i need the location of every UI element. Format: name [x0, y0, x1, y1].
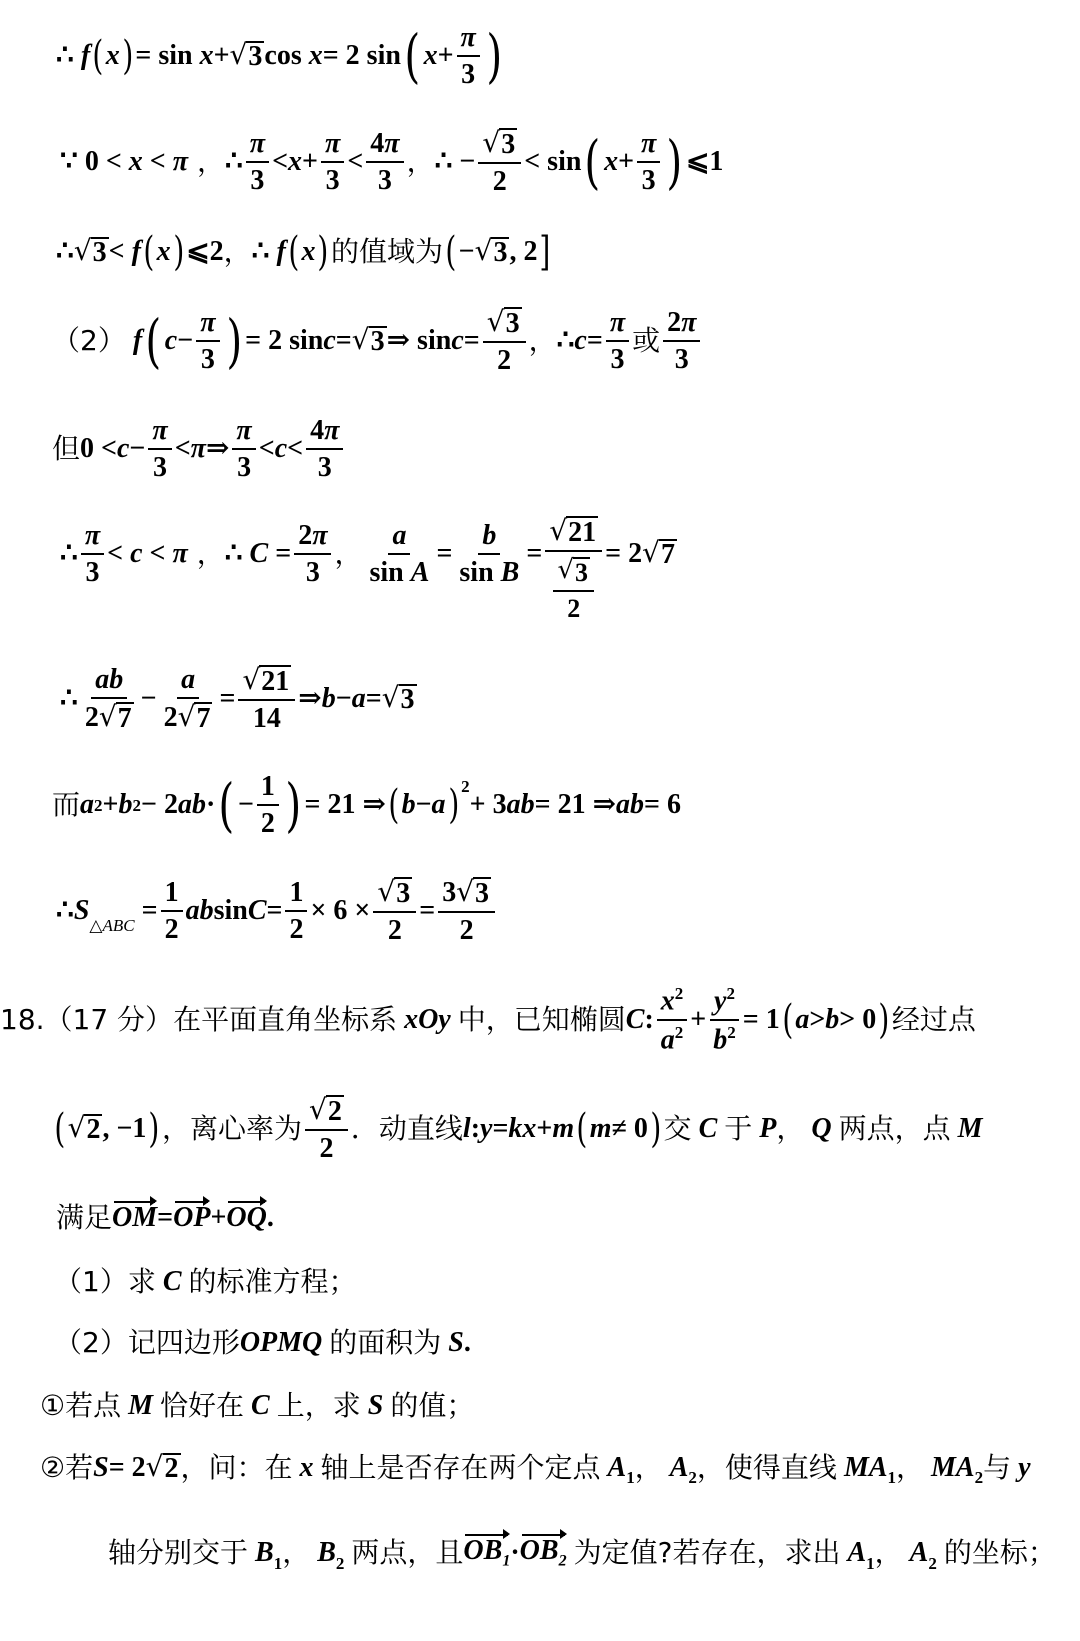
problem18-intro: 18. （17 分） 在平面直角坐标系 xOy 中，已知椭圆 C : $\frac{x^2}{a^2}$ + $\frac{y^2}{b^2}$ = 1 ( a > b > 0 ) 经过点: [0, 984, 976, 1056]
eq-range-of-x: ∵ 0 < x < π ， ∴ $\frac{\pi}{3}$ < x + $\frac{\pi}{3}$ < $\frac{4\pi}{3}$ ， ∴ − √ 3 2 < sin ( x + $\frac{\pi}{3}$ ) ⩽1: [60, 125, 724, 197]
problem-number: 18.: [0, 1003, 45, 1036]
eq-part2-sin-c: （2） f ( c − $\frac{\pi}{3}$ ) = 2 sin c = √ 3 ⇒ sin c = √ 3 2 ， ∴ c = $\frac{\pi}{3}$ 或 $\frac{2\pi}{3}$: [52, 306, 703, 376]
intro-text-a: 在平面直角坐标系: [173, 1003, 398, 1036]
ecc-label: ，离心率为: [162, 1112, 303, 1145]
at-label: 于: [724, 1112, 753, 1145]
q2-2-text-e: 与: [983, 1451, 1012, 1484]
q2-3-text-c: 为定值?若存在，求出: [573, 1536, 841, 1569]
q1-label: （1）求: [54, 1265, 156, 1298]
q2-mid: 的面积为: [329, 1326, 442, 1359]
question-2: （2）记四边形 OPMQ 的面积为 S .: [54, 1326, 471, 1359]
eq-c-bounds: 但 0 < c − $\frac{\pi}{3}$ < π ⇒ $\frac{\pi}{3}$ < c < $\frac{4\pi}{3}$: [52, 416, 346, 482]
satisfy-label: 满足: [56, 1201, 113, 1234]
eq-angle-c-and-ratio: ∴ $\frac{\pi}{3}$ < c < π ， ∴ C = $\frac{2\pi}{3}$ ， $\frac{a}{\text{sin A}}$ = $\frac{b}{\text{sin B}}$ = √ 21 √ 3 2 = 2 √ 7: [60, 514, 675, 623]
q2-3-text-d: 的坐标；: [943, 1536, 1056, 1569]
problem18-point-and-line: ( √ 2 , −1 ) ，离心率为 √ 2 2 ．动直线 l : y = kx + m ( m ≠ 0 ) 交 C 于 P ， Q 两点，点 M: [54, 1092, 983, 1164]
two-points-label: 两点，点: [838, 1112, 951, 1145]
q2-1-text-c: 上，求: [276, 1389, 361, 1422]
q2-2-text-c: 轴上是否存在两个定点: [320, 1451, 601, 1484]
question-1: （1）求 C 的标准方程；: [54, 1265, 357, 1298]
q2-2-text-b: ，问：在: [180, 1451, 293, 1484]
line-label: ．动直线: [350, 1112, 463, 1145]
eq-area: ∴ S $_{\triangle ABC}$ = $\frac{1}{2}$ ab sin C = $\frac{1}{2}$ × 6 × √ 3 2 = 3 √ 3 2: [56, 876, 498, 946]
q2-3-text-a: 轴分别交于: [108, 1536, 249, 1569]
q1-tail: 的标准方程；: [188, 1265, 357, 1298]
range-label: 的值域为: [331, 235, 444, 268]
part2-label: （2）: [52, 324, 126, 357]
eq-value-range: ∴ √ 3 < f ( x ) ⩽2 ， ∴ f ( x ) 的值域为 ( − √ 3 , 2 ]: [56, 229, 551, 275]
eq-b-minus-a: ∴ ab 2 √ 7 − a 2 √ 7 = √ 21 14 ⇒ b − a = √ 3: [60, 662, 415, 734]
but-label: 但: [52, 432, 81, 465]
and-label: 而: [52, 788, 81, 821]
eq-law-of-cosines: 而 a 2 + b 2 − 2 ab · ( − $\frac{1}{2}$ ) = 21 ⇒ ( b − a ) $^2$ + 3 ab = 21 ⇒ ab = 6: [52, 770, 682, 839]
or-label: 或: [632, 324, 661, 357]
question-2-2-continued: 轴分别交于 B $_1$ ， B $_2$ 两点，且 $OB_1$ · $OB_2$ 为定值?若存在，求出 A $_1$ ， A $_2$ 的坐标；: [108, 1534, 1056, 1573]
q2-1-text-d: 的值；: [390, 1389, 475, 1422]
eq-f-definition: ∴ f ( x ) = sin x + √ 3 cos x = 2 sin ( x + $\frac{\pi}{3}$ ): [56, 21, 503, 90]
q2-1-text-a: ①若点: [40, 1389, 122, 1422]
question-2-1: ①若点 M 恰好在 C 上，求 S 的值；: [40, 1389, 475, 1422]
problem18-vector-condition: 满足 OM = OP + OQ .: [56, 1201, 274, 1234]
q2-2-text-d: ，使得直线: [696, 1451, 837, 1484]
intersect-label: 交: [663, 1112, 692, 1145]
q2-3-text-b: 两点，且: [351, 1536, 464, 1569]
problem-points: （17 分）: [44, 1003, 174, 1036]
q2-2-text-a: ②若: [40, 1451, 94, 1484]
q2-1-text-b: 恰好在: [160, 1389, 245, 1422]
q2-label: （2）记四边形: [54, 1326, 240, 1359]
question-2-2: ②若 S = 2 √ 2 ，问：在 x 轴上是否存在两个定点 A $_1$ ， A $_2$ ，使得直线 MA $_1$ ， MA $_2$ 与 y: [40, 1450, 1031, 1487]
intro-text-b: 中，已知椭圆: [457, 1003, 626, 1036]
intro-text-c: 经过点: [891, 1003, 976, 1036]
